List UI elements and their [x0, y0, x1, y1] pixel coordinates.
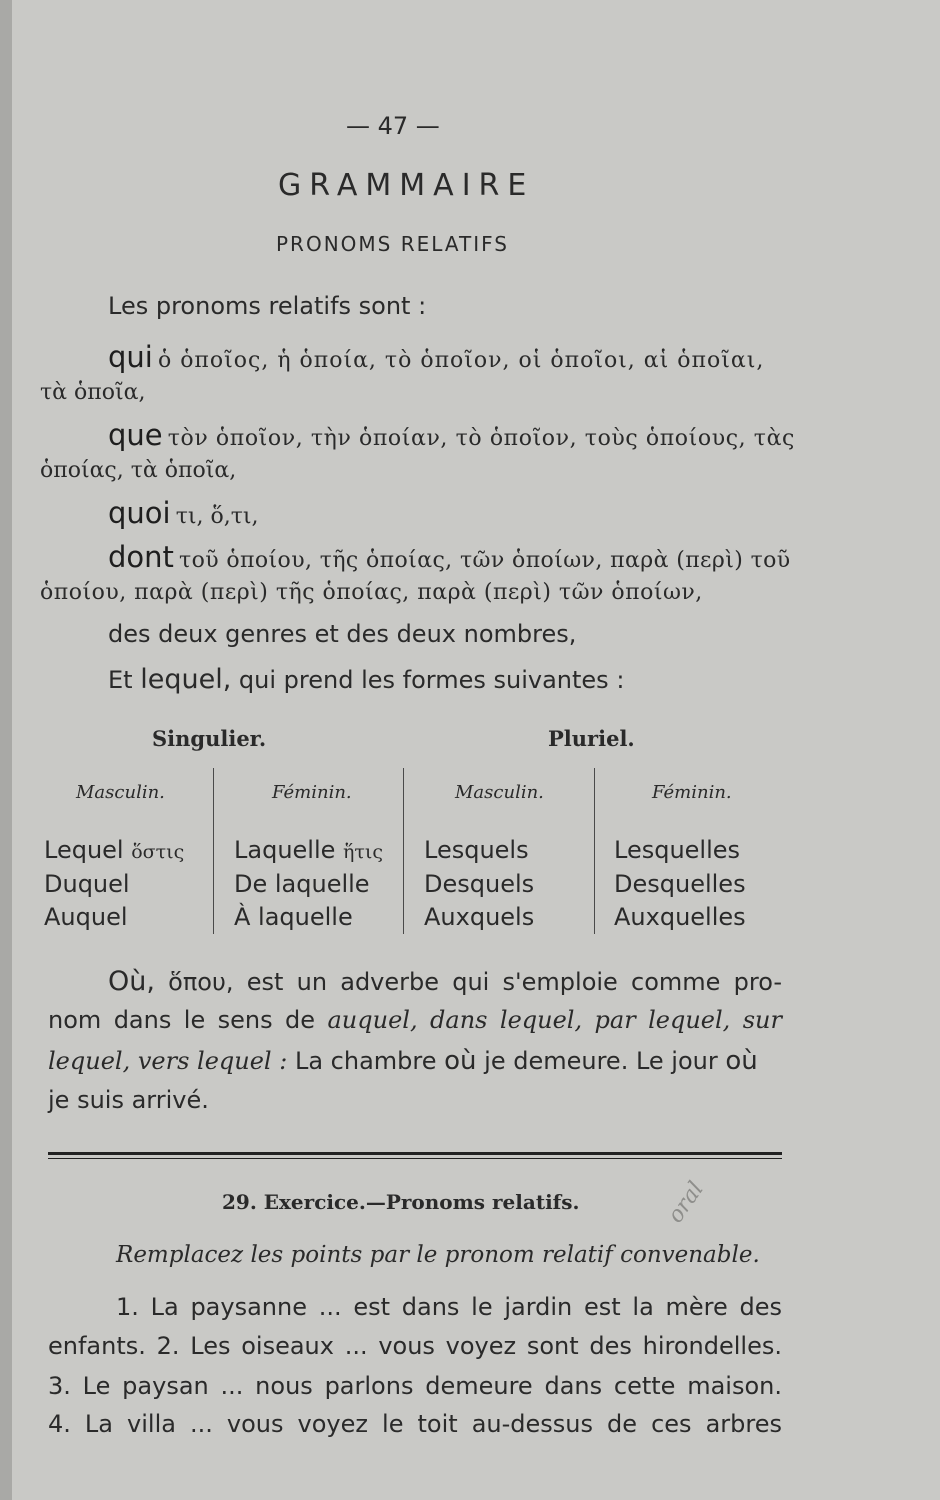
- exercise-title: 29. Exercice.—Pronoms relatifs.: [222, 1190, 580, 1214]
- ou-line-3-ou2: où: [725, 1046, 758, 1076]
- greek-que-1: τὸν ὁποῖον, τὴν ὁποίαν, τὸ ὁποῖον, τοὺς ὁποίους, τὰς: [167, 426, 795, 451]
- table-divider-2: [403, 768, 404, 934]
- cell-auxquelles: Auxquelles: [614, 903, 746, 931]
- lequel-line: [108, 664, 624, 695]
- keyword-que: que: [108, 418, 163, 452]
- greek-qui-1: ὁ ὁποῖος, ἡ ὁποία, τὸ ὁποῖον, οἱ ὁποῖοι, αἱ ὁποῖαι,: [157, 348, 765, 373]
- greek-dont-2: ὁποίου, παρὰ (περὶ) τῆς ὁποίας, παρὰ (περὶ) τῶν ὁποίων,: [40, 580, 703, 605]
- entry-dont: [108, 540, 791, 574]
- margin-note-oral: oral: [663, 1177, 709, 1228]
- greek-qui-2: τὰ ὁποῖα,: [40, 380, 146, 405]
- ou-line-3-a: La chambre: [294, 1047, 437, 1075]
- header-masculin-sing: Masculin.: [76, 782, 165, 803]
- header-feminin-plur: Féminin.: [652, 782, 732, 803]
- cell-lequel: [44, 836, 184, 864]
- exercise-line-2: enfants. 2. Les oiseaux ... vous voyez sont des hirondelles.: [48, 1332, 782, 1360]
- ou-line-2: [48, 1006, 782, 1034]
- keyword-quoi: quoi: [108, 496, 171, 530]
- keyword-lequel: lequel,: [140, 664, 232, 695]
- page-title: GRAMMAIRE: [278, 168, 535, 203]
- rule-bottom: [48, 1158, 782, 1159]
- cell-laquelle: [234, 836, 383, 864]
- cell-duquel: Duquel: [44, 870, 130, 898]
- genres-line: des deux genres et des deux nombres,: [108, 620, 577, 648]
- ou-line-3-italic: lequel, vers lequel :: [48, 1047, 288, 1075]
- exercise-instruction: Remplacez les points par le pronom relatif convenable.: [116, 1242, 760, 1268]
- greek-dont-1: τοῦ ὁποίου, τῆς ὁποίας, τῶν ὁποίων, παρὰ (περὶ) τοῦ: [179, 548, 791, 573]
- cell-desquelles: Desquelles: [614, 870, 746, 898]
- cell-lesquels: Lesquels: [424, 836, 529, 864]
- ou-line-3: [48, 1046, 758, 1076]
- entry-que: [108, 418, 795, 452]
- cell-desquels: Desquels: [424, 870, 535, 898]
- page-number: — 47 —: [346, 112, 440, 140]
- ou-line-2-pre: nom dans le sens de: [48, 1006, 316, 1034]
- ou-line-4: je suis arrivé.: [48, 1086, 209, 1114]
- intro-text: Les pronoms relatifs sont :: [108, 292, 427, 320]
- ou-line-1: [108, 966, 782, 997]
- cell-auxquels: Auxquels: [424, 903, 535, 931]
- pluriel-heading: Pluriel.: [548, 726, 635, 751]
- page-edge-shadow: [0, 0, 12, 1500]
- ou-line-2-italic: auquel, dans lequel, par lequel, sur: [327, 1006, 782, 1034]
- entry-quoi: [108, 496, 259, 530]
- greek-que-2: ὁποίας, τὰ ὁποῖα,: [40, 458, 237, 483]
- header-masculin-plur: Masculin.: [455, 782, 544, 803]
- exercise-line-3: 3. Le paysan ... nous parlons demeure dans cette maison.: [48, 1372, 782, 1400]
- ou-line-3-ou: où: [444, 1046, 477, 1076]
- singulier-heading: Singulier.: [152, 726, 267, 751]
- rule-top: [48, 1152, 782, 1155]
- greek-quoi: τι, ὅ,τι,: [175, 504, 259, 529]
- entry-qui: [108, 340, 764, 374]
- exercise-line-4: 4. La villa ... vous voyez le toit au-dessus de ces arbres: [48, 1410, 782, 1438]
- cell-auquel: Auquel: [44, 903, 128, 931]
- keyword-dont: dont: [108, 540, 174, 574]
- lequel-post: qui prend les formes suivantes :: [238, 666, 625, 694]
- cell-lesquelles: Lesquelles: [614, 836, 741, 864]
- header-feminin-sing: Féminin.: [272, 782, 352, 803]
- cell-text: Lequel: [44, 836, 124, 864]
- ou-line-3-b: je demeure. Le jour: [484, 1047, 718, 1075]
- keyword-qui: qui: [108, 340, 153, 374]
- lequel-pre: Et: [108, 666, 133, 694]
- table-divider-3: [594, 768, 595, 934]
- exercise-line-1: 1. La paysanne ... est dans le jardin est la mère des: [116, 1293, 782, 1321]
- cell-greek: ἥτις: [343, 841, 384, 863]
- cell-text: Laquelle: [234, 836, 336, 864]
- ou-line-1-rest: ὅπου, est un adverbe qui s'emploie comme pro-: [168, 968, 782, 996]
- cell-a-laquelle: À laquelle: [234, 903, 353, 931]
- cell-de-laquelle: De laquelle: [234, 870, 370, 898]
- keyword-ou: Où,: [108, 966, 155, 997]
- section-subtitle: PRONOMS RELATIFS: [276, 232, 509, 256]
- cell-greek: ὅστις: [131, 841, 185, 863]
- table-divider-1: [213, 768, 214, 934]
